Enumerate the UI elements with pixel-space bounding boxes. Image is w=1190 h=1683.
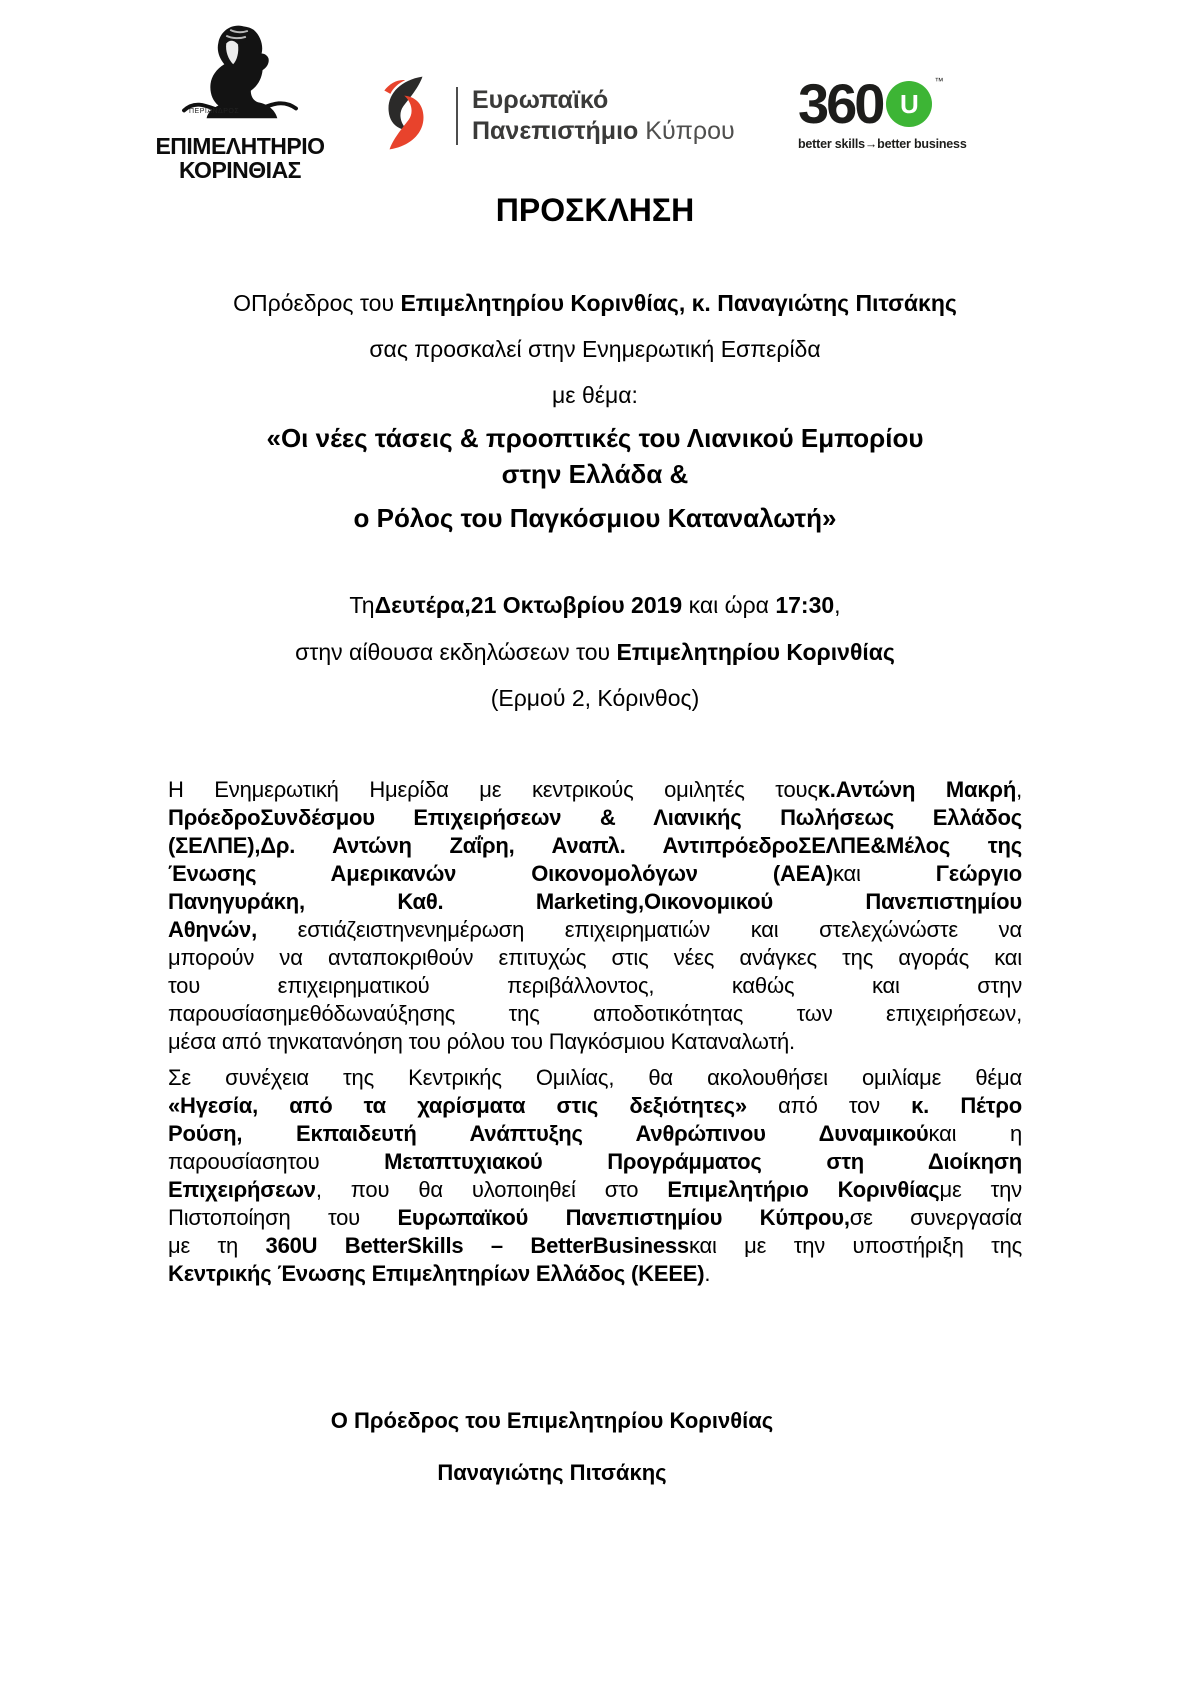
paragraph2-line: Κεντρικής Ένωσης Επιμελητηρίων Ελλάδος (ΚΕΕΕ).	[168, 1261, 711, 1286]
paragraph1-line: παρουσίασημεθόδωναύξησης της αποδοτικότητας των επιχειρήσεων,	[168, 1001, 1022, 1026]
document-title: ΠΡΟΣΚΛΗΣΗ	[495, 192, 695, 228]
paragraph2-line: Πιστοποίηση του Ευρωπαϊκού Πανεπιστημίου Κύπρου,σε συνεργασία	[168, 1205, 1023, 1230]
european-university-cyprus-logo	[366, 74, 735, 157]
bust-caption: ΠΕΡΙΑΝΔΡΟΣ	[189, 108, 240, 115]
paragraph1-line: του επιχειρηματικού περιβάλλοντος, καθώς και στην	[168, 973, 1022, 998]
subject-line3: ο Ρόλος του Παγκόσμιου Καταναλωτή»	[353, 503, 837, 533]
euc-word-kyprou: Κύπρου	[645, 116, 735, 145]
date-line: ΤηΔευτέρα,21 Οκτωβρίου 2019 και ώρα 17:30,	[349, 592, 841, 618]
u-letter: U	[900, 88, 919, 119]
intro-line-invites: σας προσκαλεί στην Ενημερωτική Εσπερίδα	[369, 336, 821, 362]
paragraph2-line: παρουσίασητου Μεταπτυχιακού Προγράμματος στη Διοίκηση	[168, 1149, 1022, 1174]
euc-logo-divider	[456, 87, 458, 145]
paragraph1-line: ΠρόεδροΣυνδέσμου Επιχειρήσεων & Λιανικής Πωλήσεως Ελλάδος	[168, 805, 1022, 830]
intro-line-president: ΟΠρόεδρος του Επιμελητηρίου Κορινθίας, κ. Παναγιώτης Πιτσάκης	[233, 290, 957, 316]
euc-word-panepistimio: Πανεπιστήμιο	[472, 116, 639, 145]
paragraph1-line: (ΣΕΛΠΕ),Δρ. Αντώνη Ζαΐρη, Αναπλ. ΑντιπρόεδροΣΕΛΠΕ&Μέλος της	[168, 833, 1022, 858]
chamber-name-line1: ΕΠΙΜΕΛΗΤΗΡΙΟ	[155, 133, 325, 159]
paragraph2-line: Επιχειρήσεων, που θα υλοποιηθεί στο Επιμελητήριο Κορινθίαςμε την	[168, 1177, 1022, 1202]
paragraph1-line: μέσα από τηνκατανόηση του ρόλου του Παγκόσμιου Καταναλωτή.	[168, 1029, 795, 1054]
paragraph2-line: με τη 360U BetterSkills – BetterBusinessκαι με την υποστήριξη της	[168, 1233, 1023, 1258]
address-line: (Ερμού 2, Κόρινθος)	[490, 685, 700, 711]
u-circle-icon	[886, 81, 932, 127]
360u-logo	[798, 72, 998, 151]
subject-line2: στην Ελλάδα &	[501, 459, 689, 489]
paragraph2-line: Ρούση, Εκπαιδευτή Ανάπτυξης Ανθρώπινου Δυναμικούκαι η	[168, 1121, 1022, 1146]
paragraph1-line: Αθηνών, εστιάζειστηνενημέρωση επιχειρηματιών και στελεχώνώστε να	[168, 917, 1022, 942]
body-paragraph-2	[168, 1064, 1022, 1288]
signature-title: Ο Πρόεδρος του Επιμελητηρίου Κορινθίας	[330, 1408, 774, 1433]
periander-bust-icon	[181, 24, 299, 134]
360u-tagline: better skills→better business	[798, 137, 967, 151]
paragraph1-line: Ένωσης Αμερικανών Οικονομολόγων (ΑΕΑ)και Γεώργιο	[168, 861, 1022, 886]
venue-line: στην αίθουσα εκδηλώσεων του Επιμελητηρίου Κορινθίας	[295, 639, 895, 665]
paragraph2-line: «Ηγεσία, από τα χαρίσματα στις δεξιότητες» από τον κ. Πέτρο	[168, 1093, 1022, 1118]
paragraph1-line: μπορούν να ανταποκριθούν επιτυχώς στις νέες ανάγκες της αγοράς και	[168, 945, 1022, 970]
signature-name: Παναγιώτης Πιτσάκης	[437, 1460, 667, 1485]
euc-logo-text	[472, 85, 735, 147]
euc-swirl-icon	[366, 74, 446, 157]
paragraph2-line: Σε συνέχεια της Κεντρικής Ομιλίας, θα ακολουθήσει ομιλίαμε θέμα	[168, 1065, 1022, 1090]
subject-line1: «Οι νέες τάσεις & προοπτικές του Λιανικού Εμπορίου	[266, 423, 924, 453]
body-paragraph-1	[168, 776, 1022, 1056]
paragraph1-line: Η Ενημερωτική Ημερίδα με κεντρικούς ομιλητές τουςκ.Αντώνη Μακρή,	[168, 777, 1022, 802]
trademark-symbol: ™	[934, 76, 944, 86]
intro-line-topic: με θέμα:	[552, 382, 638, 408]
euc-word-europaiko: Ευρωπαϊκό	[472, 85, 609, 114]
paragraph1-line: Πανηγυράκη, Καθ. Marketing,Οικονομικού Πανεπιστημίου	[168, 889, 1022, 914]
360-digits: 360	[798, 72, 883, 135]
chamber-of-corinthia-logo	[138, 24, 342, 182]
chamber-name-line2: ΚΟΡΙΝΘΙΑΣ	[179, 157, 301, 183]
